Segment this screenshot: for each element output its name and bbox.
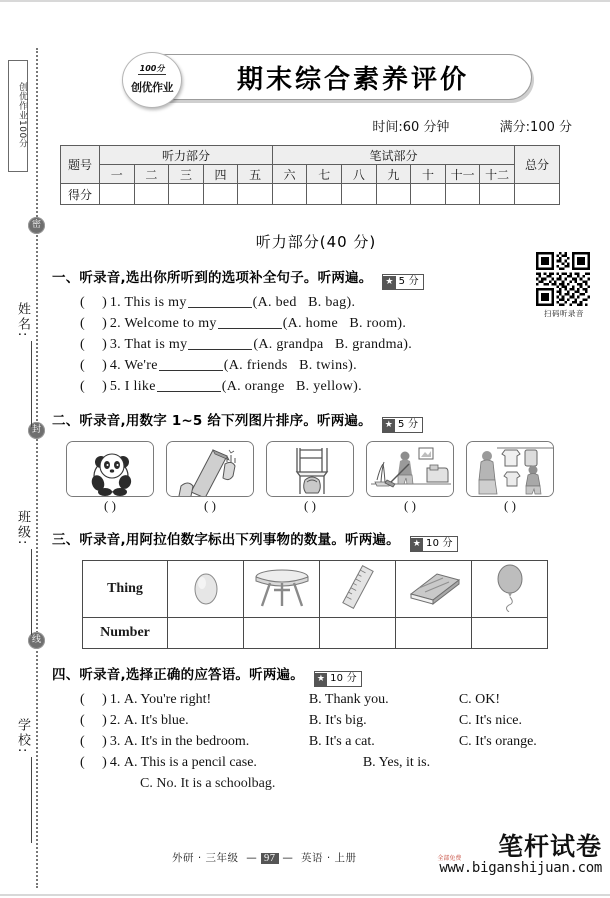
picture-answer-3[interactable]: ( ) (304, 498, 316, 513)
score-table-item-row (61, 165, 560, 184)
s4-item-4-b[interactable]: B. Yes, it is. (362, 755, 431, 770)
s4-item-4-a[interactable]: A. This is a pencil case. (123, 755, 257, 770)
answer-paren[interactable]: ( ) (80, 755, 107, 770)
score-cell-9[interactable] (376, 184, 411, 205)
publisher-logo-badge (122, 52, 182, 108)
score-item-7: 七 (307, 165, 342, 184)
picture-cell-1[interactable] (66, 441, 154, 514)
qr-code-icon[interactable] (536, 252, 590, 306)
s4-item-3-num: 3. (109, 734, 121, 749)
ruler-icon (333, 563, 383, 611)
s1-item-2[interactable]: ( ) 2. Welcome to my (A. home B. room). (80, 316, 407, 331)
s1-item-4[interactable]: ( ) 4. We're (A. friends B. twins). (80, 358, 357, 373)
section-4-heading-text: 四、听录音,选择正确的应答语。听两遍。 (52, 667, 304, 683)
s1-item-1-stem: This is my (124, 295, 187, 310)
score-item-8: 八 (342, 165, 377, 184)
answer-paren[interactable]: ( ) (80, 713, 107, 728)
logo-score-text: 100分 (139, 64, 165, 73)
section-4-heading (52, 663, 610, 687)
seal-sidebar (0, 2, 52, 898)
exam-content (52, 2, 610, 898)
footer-subject-grade: 外研 · 三年级 (172, 852, 239, 864)
laundry-picture[interactable] (466, 441, 554, 497)
score-item-3: 三 (169, 165, 204, 184)
s1-item-1-num: 1. (109, 295, 121, 310)
score-cell-5[interactable] (238, 184, 273, 205)
s4-item-2-a[interactable]: A. It's blue. (123, 713, 189, 728)
number-cell-balloon[interactable] (472, 618, 548, 649)
score-cell-1[interactable] (100, 184, 135, 205)
s1-item-5-stem: I like (124, 379, 156, 394)
score-item-1: 一 (100, 165, 135, 184)
number-cell-table[interactable] (244, 618, 320, 649)
s4-item-3-c[interactable]: C. It's orange. (458, 734, 537, 749)
student-class-field[interactable] (6, 510, 32, 635)
s4-item-3-b[interactable]: B. It's a cat. (308, 734, 375, 749)
score-table-score-row (61, 184, 560, 205)
seal-mark-feng: 封 (28, 422, 45, 439)
answer-paren[interactable]: ( ) (80, 316, 107, 331)
brand-name: 笔杆试卷 (497, 832, 602, 861)
answer-paren[interactable]: ( ) (80, 379, 107, 394)
section-2-picture-row (66, 441, 610, 514)
seal-mark-mi: 密 (28, 217, 45, 234)
cleaning-room-picture[interactable] (366, 441, 454, 497)
number-cell-eraser[interactable] (396, 618, 472, 649)
section-1-heading-text: 一、听录音,选出你所听到的选项补全句子。听两遍。 (52, 270, 373, 286)
score-cell-8[interactable] (342, 184, 377, 205)
number-row (83, 618, 548, 649)
section-2-points: 5 分 (398, 419, 419, 430)
egg-icon (189, 565, 223, 609)
s1-item-1-a[interactable]: A. bed (257, 295, 297, 310)
s1-item-4-num: 4. (109, 358, 121, 373)
page-number: 97 (261, 853, 279, 864)
corner-brand-label: 创优作业100分 (8, 60, 28, 172)
score-table-group-written: 笔试部分 (272, 146, 514, 165)
s1-item-2-num: 2. (109, 316, 121, 331)
score-item-6: 六 (272, 165, 307, 184)
thing-cell-eraser (396, 561, 472, 618)
section-4-points: 10 分 (330, 673, 357, 684)
score-table-row-label-score: 得分 (61, 184, 100, 205)
picture-answer-4[interactable]: ( ) (404, 498, 416, 513)
number-row-label: Number (83, 618, 168, 649)
section-2-heading (52, 409, 610, 433)
thing-number-table (82, 560, 548, 649)
qr-caption: 扫码听录音 (544, 309, 584, 318)
thing-cell-egg (168, 561, 244, 618)
footer-book-volume: 英语 · 上册 (301, 852, 357, 864)
cleaning-room-icon (367, 442, 454, 497)
score-item-11: 十一 (445, 165, 480, 184)
s1-item-3[interactable]: ( ) 3. That is my (A. grandpa B. grandma). (80, 337, 413, 352)
section-3-score-badge (410, 536, 458, 552)
hands-board-icon (167, 442, 254, 497)
s4-item-2-num: 2. (109, 713, 121, 728)
picture-answer-5[interactable]: ( ) (504, 498, 516, 513)
s4-item-2-b[interactable]: B. It's big. (308, 713, 367, 728)
footer-center: 外研 · 三年级 — 97 — 英语 · 上册 (172, 852, 357, 864)
score-cell-4[interactable] (203, 184, 238, 205)
s1-item-1[interactable]: ( ) 1. This is my (A. bed B. bag). (80, 295, 356, 310)
section-2-score-badge (382, 417, 423, 433)
s1-item-3-a[interactable]: A. grandpa (258, 337, 324, 352)
s4-item-2-c[interactable]: C. It's nice. (458, 713, 523, 728)
section-4-score-badge (314, 671, 362, 687)
score-table-total-header: 总分 (515, 146, 560, 184)
page-footer (52, 832, 610, 882)
audio-qr-block[interactable] (536, 252, 592, 319)
table-icon (250, 564, 314, 610)
exam-total-score: 满分:100 分 (499, 120, 572, 135)
fill-blank[interactable] (188, 349, 252, 350)
seal-mark-xian: 线 (28, 632, 45, 649)
student-name-field[interactable] (6, 302, 32, 427)
score-cell-total[interactable] (515, 184, 560, 205)
s1-item-2-b[interactable]: B. room (349, 316, 398, 331)
s4-item-1-c[interactable]: C. OK! (458, 692, 501, 707)
logo-brand-text: 创优作业 (131, 81, 173, 94)
class-write-line (31, 549, 32, 635)
s1-item-5-num: 5. (109, 379, 121, 394)
star-icon: ★ (316, 674, 326, 684)
s1-item-5-b[interactable]: B. yellow (296, 379, 354, 394)
student-class-label: 班级: (15, 510, 30, 547)
section-3-heading-text: 三、听录音,用阿拉伯数字标出下列事物的数量。听两遍。 (52, 532, 400, 548)
s1-item-3-b[interactable]: B. grandma (334, 337, 404, 352)
thing-cell-table (244, 561, 320, 618)
score-summary-table (60, 145, 560, 205)
star-icon: ★ (384, 420, 394, 430)
fill-blank[interactable] (188, 307, 252, 308)
section-3-points: 10 分 (426, 538, 453, 549)
s4-item-4[interactable] (80, 755, 610, 771)
s4-item-1-num: 1. (109, 692, 121, 707)
s4-item-4-c[interactable]: C. No. It is a schoolbag. (140, 776, 276, 791)
score-item-10: 十 (411, 165, 446, 184)
student-school-field[interactable] (6, 718, 32, 843)
s1-item-2-stem: Welcome to my (124, 316, 217, 331)
answer-paren[interactable]: ( ) (80, 337, 107, 352)
hands-board-picture[interactable] (166, 441, 254, 497)
chair-bag-picture[interactable] (266, 441, 354, 497)
watermark-brand (439, 834, 602, 876)
picture-cell-4[interactable] (366, 441, 454, 514)
section-3-heading (52, 528, 610, 552)
star-icon: ★ (385, 277, 394, 287)
number-cell-egg[interactable] (168, 618, 244, 649)
picture-cell-3[interactable] (266, 441, 354, 514)
score-table-group-row (61, 146, 560, 165)
score-cell-11[interactable] (445, 184, 480, 205)
s4-item-4-num: 4. (109, 755, 121, 770)
exam-meta-row (52, 116, 572, 135)
page-title-block (122, 52, 532, 104)
number-cell-ruler[interactable] (320, 618, 396, 649)
score-item-12: 十二 (480, 165, 515, 184)
answer-paren[interactable]: ( ) (80, 295, 107, 310)
score-cell-2[interactable] (134, 184, 169, 205)
thing-cell-balloon (472, 561, 548, 618)
picture-cell-2[interactable] (166, 441, 254, 514)
score-item-2: 二 (134, 165, 169, 184)
s4-item-3-a[interactable]: A. It's in the bedroom. (123, 734, 250, 749)
section-1-points: 5 分 (398, 276, 419, 287)
star-icon: ★ (412, 539, 422, 549)
exam-time: 时间:60 分钟 (372, 120, 450, 135)
picture-answer-1[interactable]: ( ) (104, 498, 116, 513)
thing-row-label: Thing (83, 561, 168, 618)
score-cell-7[interactable] (307, 184, 342, 205)
score-cell-6[interactable] (272, 184, 307, 205)
picture-answer-2[interactable]: ( ) (204, 498, 216, 513)
balloon-icon (491, 562, 529, 612)
s4-item-1[interactable] (80, 692, 610, 708)
student-school-label: 学校: (15, 718, 30, 755)
score-cell-12[interactable] (480, 184, 515, 205)
fill-blank[interactable] (218, 328, 282, 329)
thing-row (83, 561, 548, 618)
page-title: 期末综合素养评价 (236, 65, 469, 95)
score-table-row-label-number: 题号 (61, 146, 100, 184)
s4-item-3[interactable] (80, 734, 610, 750)
answer-paren[interactable]: ( ) (80, 358, 107, 373)
s1-item-3-stem: That is my (124, 337, 188, 352)
section-1-heading (52, 266, 610, 290)
seal-dotted-line (36, 48, 38, 888)
section-2-heading-text: 二、听录音,用数字 1~5 给下列图片排序。听两遍。 (52, 413, 372, 429)
answer-paren[interactable]: ( ) (80, 692, 107, 707)
score-item-9: 九 (376, 165, 411, 184)
listening-part-title: 听力部分(40 分) (255, 233, 377, 251)
s4-item-1-b[interactable]: B. Thank you. (308, 692, 389, 707)
s1-item-5-a[interactable]: A. orange (226, 379, 285, 394)
s1-item-1-b[interactable]: B. bag (308, 295, 347, 310)
s1-item-4-a[interactable]: A. friends (228, 358, 288, 373)
brand-website: www.biganshijuan.com (439, 860, 602, 876)
s1-item-4-stem: We're (124, 358, 158, 373)
score-cell-10[interactable] (411, 184, 446, 205)
student-name-label: 姓名: (15, 302, 30, 339)
name-write-line (31, 341, 32, 427)
s1-item-5[interactable]: ( ) 5. I like (A. orange B. yellow). (80, 379, 362, 394)
score-cell-3[interactable] (169, 184, 204, 205)
thing-cell-ruler (320, 561, 396, 618)
fill-blank[interactable] (159, 370, 223, 371)
answer-paren[interactable]: ( ) (80, 734, 107, 749)
eraser-icon (403, 566, 465, 608)
score-item-5: 五 (238, 165, 273, 184)
s4-item-1-a[interactable]: A. You're right! (123, 692, 212, 707)
s1-item-3-num: 3. (109, 337, 121, 352)
s1-item-4-b[interactable]: B. twins (299, 358, 349, 373)
picture-cell-5[interactable] (466, 441, 554, 514)
panda-icon (67, 442, 154, 497)
score-item-4: 四 (203, 165, 238, 184)
school-write-line (31, 757, 32, 843)
fill-blank[interactable] (157, 391, 221, 392)
laundry-icon (467, 442, 554, 497)
section-1-score-badge (382, 274, 423, 290)
panda-picture[interactable] (66, 441, 154, 497)
s4-item-2[interactable] (80, 713, 610, 729)
brand-free-tag: 全部免费 (437, 855, 462, 862)
s1-item-2-a[interactable]: A. home (287, 316, 338, 331)
chair-with-bag-icon (267, 442, 354, 497)
score-table-group-listening: 听力部分 (100, 146, 273, 165)
